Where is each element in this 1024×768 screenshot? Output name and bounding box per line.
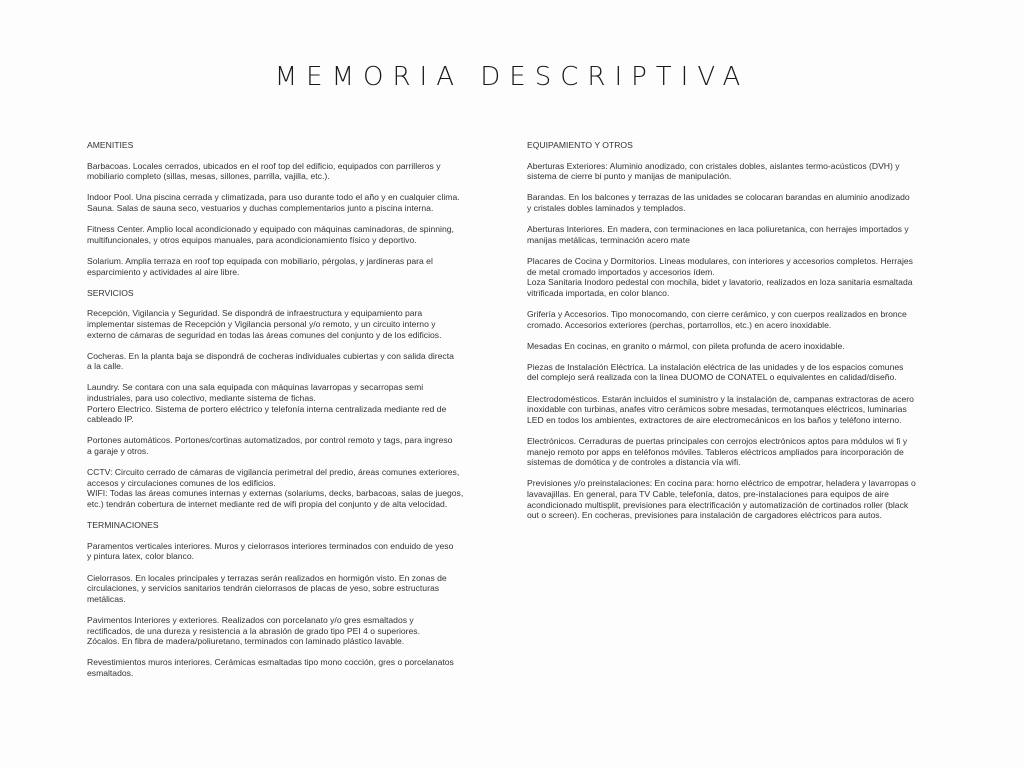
paragraph-line: cromado. Accesorios exteriores (perchas, portarrollos, etc.) en acero inoxidable. [527,319,832,330]
paragraph-line: Barandas. En los balcones y terrazas de las unidades se colocaran barandas en aluminio anodizado [527,192,910,203]
paragraph-line: circulaciones, y servicios sanitarios tendrán cielorrasos de placas de yeso, sobre estructuras [87,583,440,594]
amenities-heading: AMENITIES [87,140,134,150]
paragraph-line: Loza Sanitaria Inodoro pedestal con mochila, bidet y lavatorio, realizados en loza sanitaria esmaltada [527,277,913,288]
paragraph-line: Revestimientos muros interiores. Cerámicas esmaltadas tipo mono cocción, gres o porcelanatos [87,657,454,668]
paragraph [87,382,505,424]
paragraph [87,161,505,182]
paragraph [527,309,957,330]
paragraph [527,394,957,426]
paragraph-line: metálicas. [87,593,126,604]
paragraph-line: industriales, para uso colectivo, mediante sistema de fichas. [87,393,316,404]
paragraph-line: Piezas de Instalación Eléctrica. La instalación eléctrica de las unidades y de los espacios comunes [527,361,904,372]
page-title: MEMORIA DESCRIPTIVA [274,62,750,92]
paragraph [527,341,957,352]
paragraph-line: externo de cámaras de seguridad en todas las áreas comunes del conjunto y de los edificios. [87,329,442,340]
paragraph-line: acondicionado multisplit, previsiones para electrificación y automatización de cortinados roller (black [527,499,909,510]
paragraph [87,256,505,277]
equipamiento-heading: EQUIPAMIENTO Y OTROS [527,140,633,150]
paragraph [527,256,957,298]
paragraph-line: Grifería y Accesorios. Tipo monocomando, con cierre cerámico, y con cuerpos realizados en bronce [527,308,907,319]
paragraph [527,436,957,468]
paragraph-line: Sauna. Salas de sauna seco, vestuarios y duchas complementarios junto a piscina interna. [87,202,434,213]
paragraph [527,192,957,213]
paragraph-line: Paramentos verticales interiores. Muros y cielorrasos interiores terminados con enduido de yeso [87,540,454,551]
paragraph-line: Placares de Cocina y Dormitorios. Líneas modulares, con interiores y accesorios completos. Herrajes [527,255,913,266]
paragraph-line: rectificados, de una dureza y resistencia a la abrasión de grado tipo PEI 4 o superiores. [87,625,420,636]
paragraph-line: out o screen). En cocheras, previsiones para instalación de cargadores eléctricos para autos. [527,510,882,521]
paragraph-line: sistema de cierre bi punto y manijas de manipulación. [527,171,732,182]
paragraph-line: Solarium. Amplia terraza en roof top equipada con mobiliario, pérgolas, y jardineras para el [87,255,433,266]
paragraph-line: accesos y circulaciones comunes de los edificios. [87,477,276,488]
paragraph-line: multifuncionales, y otros equipos manuales, para acondicionamiento físico y deportivo. [87,234,417,245]
paragraph-line: esparcimiento y actividades al aire libre. [87,266,240,277]
paragraph-line: Aberturas Interiores. En madera, con terminaciones en laca poliuretanica, con herrajes importados y [527,224,909,235]
paragraph [527,478,957,520]
paragraph [87,657,505,678]
amenities-section [87,161,505,278]
paragraph-line: Electrónicos. Cerraduras de puertas principales con cerrojos electrónicos aptos para módulos wi fi y [527,436,908,447]
servicios-heading: SERVICIOS [87,287,134,298]
paragraph-line: inoxidable con turbinas, anafes vitro cerámicos sobre mesadas, termotanques eléctricos, luminarias [527,404,907,415]
paragraph-line: mobiliario completo (sillas, mesas, sillones, parrilla, vajilla, etc.). [87,171,330,182]
terminaciones-section [87,541,505,679]
paragraph-line: y cristales dobles laminados y templados. [527,202,686,213]
paragraph-line: a garaje y otros. [87,446,149,457]
paragraph [87,351,505,372]
paragraph-line: vitrificada importada, en color blanco. [527,287,670,298]
paragraph-line: CCTV: Circuito cerrado de cámaras de vigilancia perimetral del predio, áreas comunes exteriores, [87,467,460,478]
paragraph-line: manijas metálicas, terminación acero mate [527,234,690,245]
paragraph-line: Portero Electrico. Sistema de portero eléctrico y telefonía interna centralizada mediante red de [87,403,447,414]
paragraph-line: Previsiones y/o preinstalaciones: En cocina para: horno eléctrico de empotrar, heladera y lavarropas o [527,478,916,489]
paragraph-line: de metal cromado importados y accesorios ídem. [527,266,715,277]
equipamiento-section [527,161,957,521]
paragraph-line: Indoor Pool. Una piscina cerrada y climatizada, para uso durante todo el año y en cualquier clima. [87,192,460,203]
paragraph-line: manejo remoto por apps en teléfonos móviles. Tableros eléctricos ampliados para incorporación de [527,446,904,457]
paragraph [527,362,957,383]
paragraph-line: Recepción, Vigilancia y Seguridad. Se dispondrá de infraestructura y equipamiento para [87,308,423,319]
paragraph [527,161,957,182]
paragraph-line: Cielorrasos. En locales principales y terrazas serán realizados en hormigón visto. En zonas de [87,572,447,583]
paragraph-line: etc.) tendrán cobertura de internet mediante red de wifi propia del conjunto y de alta velocidad. [87,499,448,509]
paragraph-line: esmaltados. [87,667,134,678]
left-column [87,140,505,689]
paragraph-line: Cocheras. En la planta baja se dispondrá de cocheras individuales cubiertas y con salida directa [87,350,454,361]
paragraph [87,467,505,509]
paragraph-line: Fitness Center. Amplio local acondicionado y equipado con máquinas caminadoras, de spinning, [87,224,454,235]
paragraph [87,615,505,647]
paragraph [87,541,505,562]
paragraph-line: a la calle. [87,361,124,372]
paragraph-line: sistemas de domótica y de controles a distancia vía wifi. [527,457,741,468]
paragraph-line: Electrodomésticos. Estarán incluidos el suministro y la instalación de, campanas extractoras de acero [527,393,914,404]
paragraph-line: lavavajillas. En general, para TV Cable, telefonía, datos, pre-instalaciones para equipos de aire [527,489,889,499]
paragraph-line: Laundry. Se contara con una sala equipada con máquinas lavarropas y secarropas semi [87,382,424,393]
paragraph-line: Aberturas Exteriores: Aluminio anodizado, con cristales dobles, aislantes termo-acústicos (DVH) y [527,160,900,171]
paragraph-line: Portones automáticos. Portones/cortinas automatizados, por control remoto y tags, para ingreso [87,435,453,446]
paragraph-line: Barbacoas. Locales cerrados, ubicados en el roof top del edificio, equipados con parrilleros y [87,160,441,171]
paragraph-line: cableado IP. [87,414,134,425]
paragraph-line: del complejo será realizada con la línea DUOMO de CONATEL o equivalentes en calidad/diseño. [527,372,897,383]
paragraph-line: Zócalos. En fibra de madera/poliuretano, terminados con laminado plástico lavable. [87,636,405,647]
servicios-section [87,308,505,509]
paragraph-line: Pavimentos Interiores y exteriores. Realizados con porcelanato y/o gres esmaltados y [87,614,414,625]
paragraph [87,308,505,340]
paragraph-line: y pintura latex, color blanco. [87,551,195,562]
paragraph [527,224,957,245]
paragraph-line: implementar sistemas de Recepción y Vigilancia personal y/o remoto, y un circuito interno y [87,318,436,329]
paragraph [87,435,505,456]
paragraph-line: WIFI: Todas las áreas comunes internas y externas (solariums, decks, barbacoas, salas de juegos, [87,488,464,499]
terminaciones-heading: TERMINACIONES [87,520,159,531]
paragraph-line: LED en todos los ambientes, extractores de aire electromecánicos en los baños y teléfono interno. [527,414,902,425]
paragraph-line: Mesadas En cocinas, en granito o mármol, con pileta profunda de acero inoxidable. [527,340,845,351]
paragraph [87,192,505,213]
paragraph [87,573,505,605]
paragraph [87,224,505,245]
right-column [527,140,957,531]
